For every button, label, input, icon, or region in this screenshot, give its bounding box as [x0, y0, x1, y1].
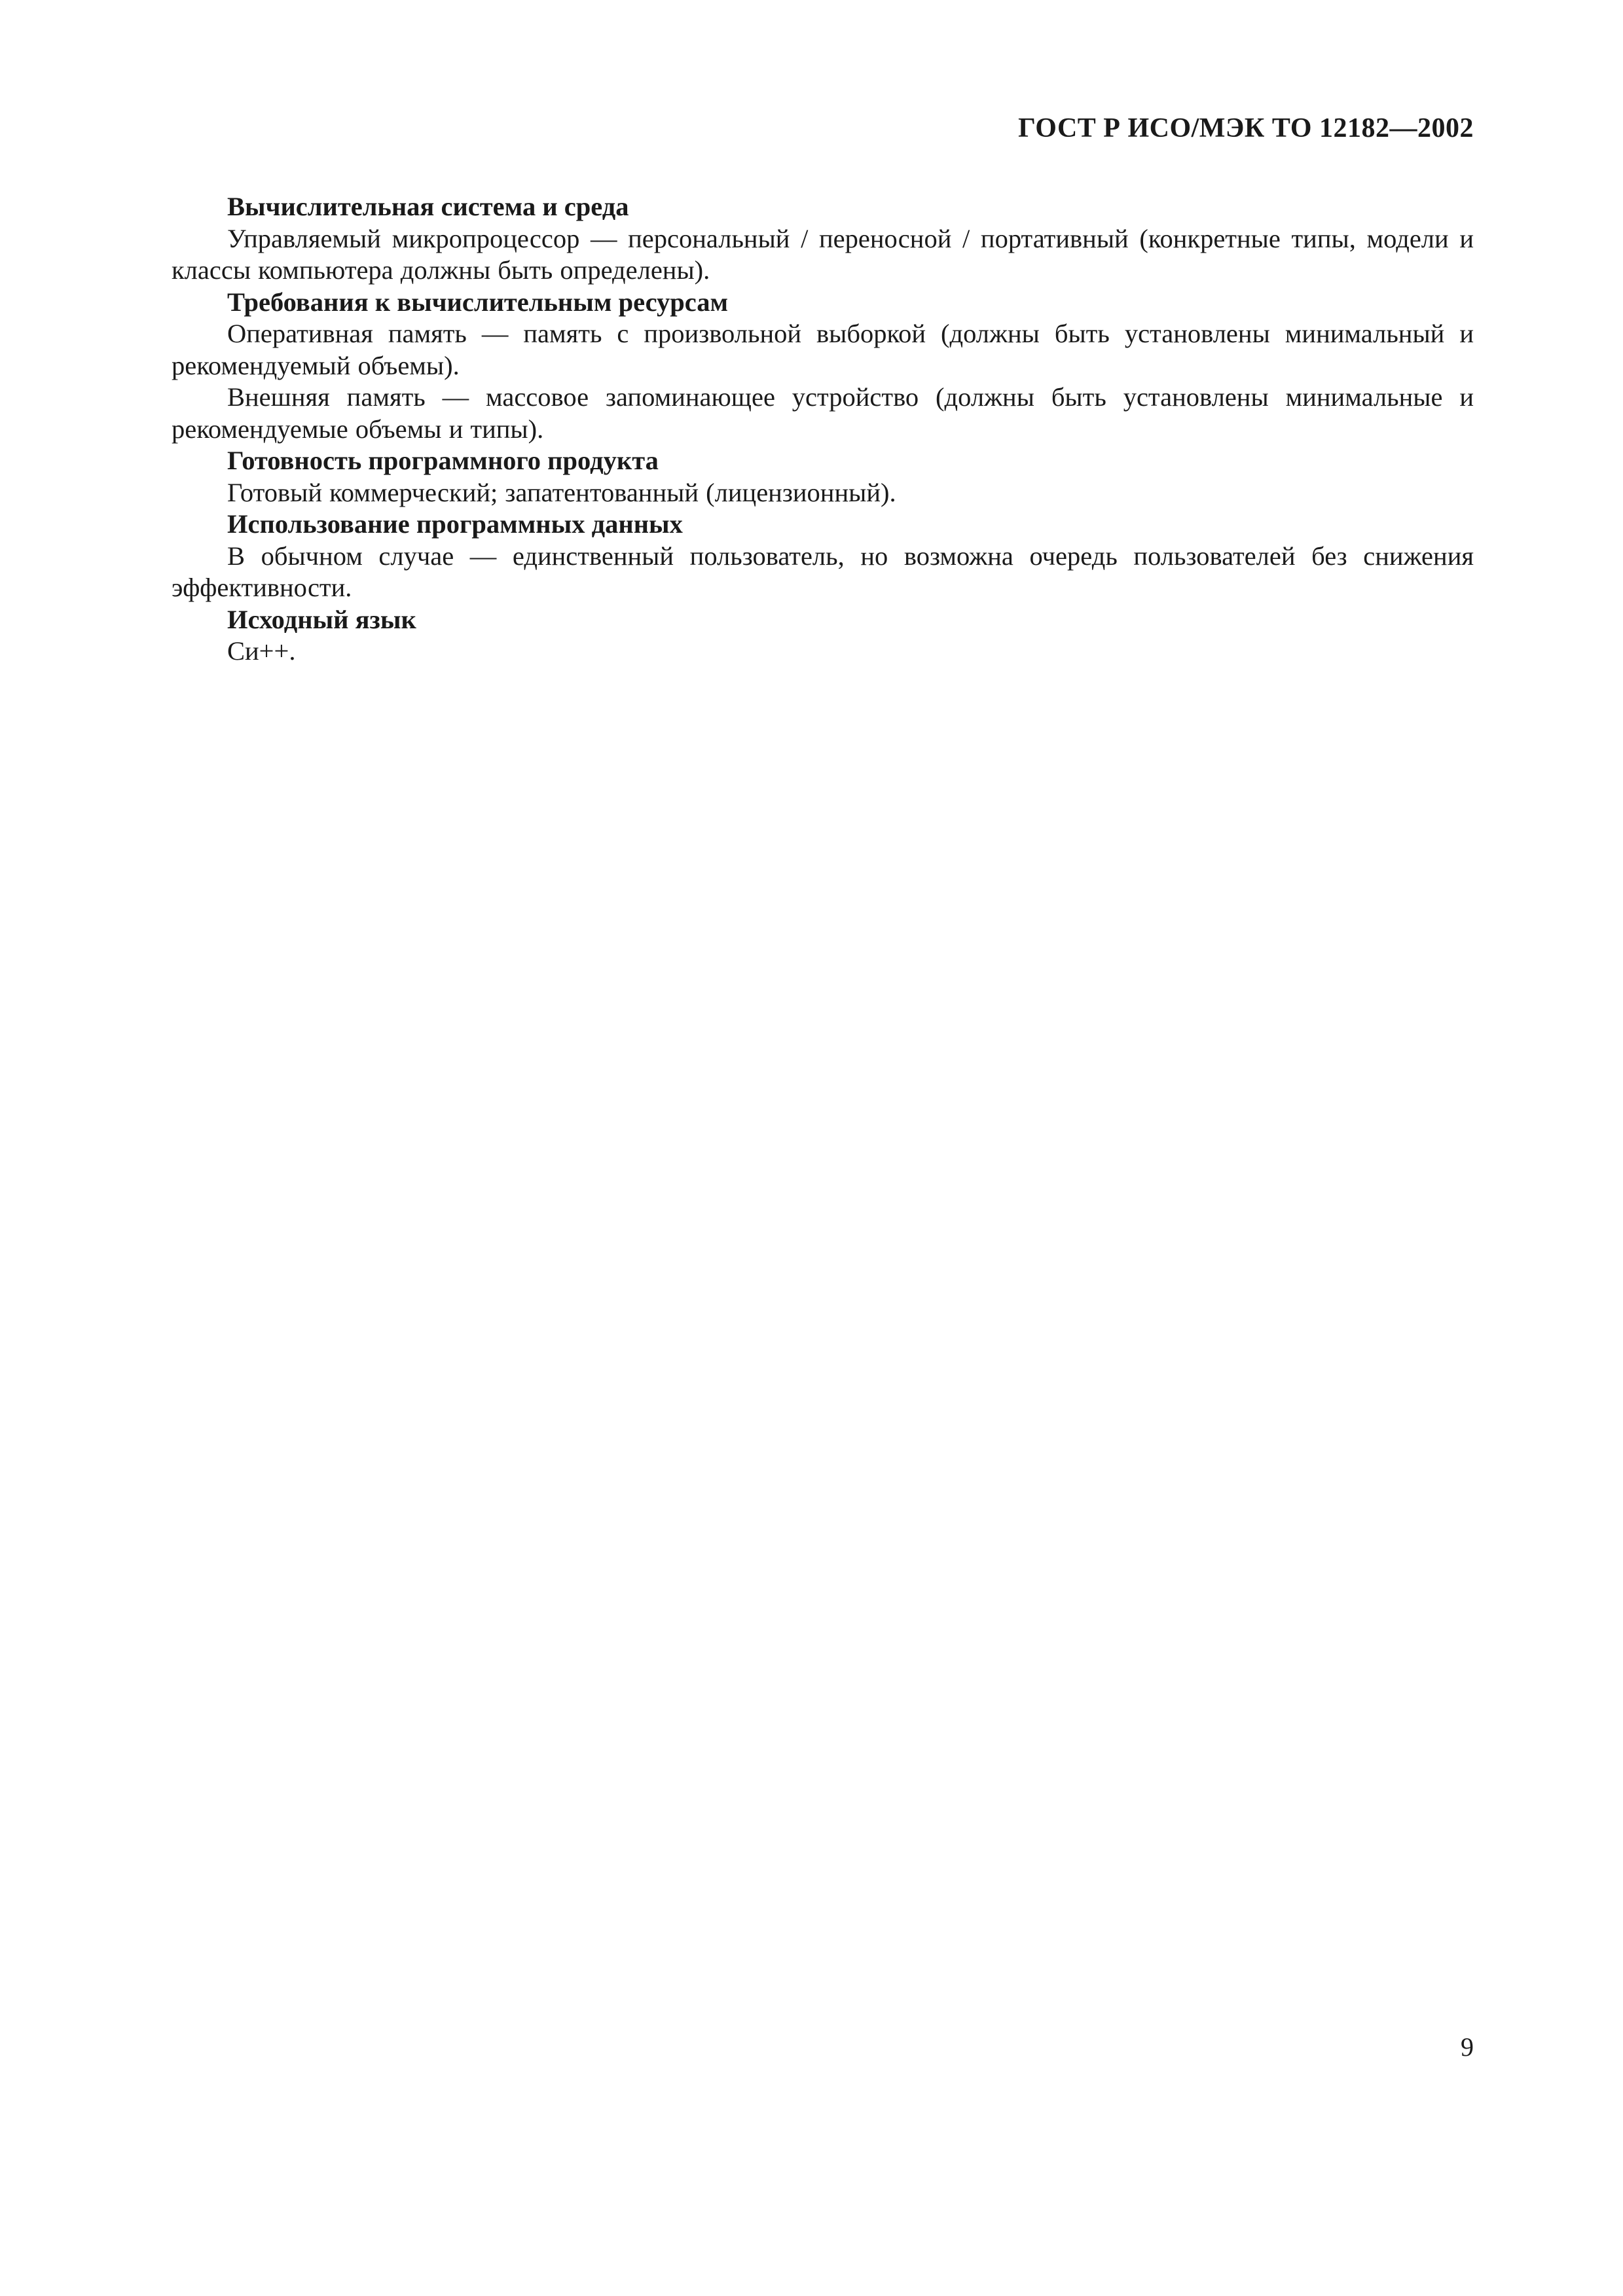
section-computing-environment — [172, 191, 1474, 287]
paragraph: Управляемый микропроцессор — персональный / переносной / портативный (конкретные типы, модели и классы компьютера должны быть определены). — [172, 223, 1474, 285]
section-heading: Требования к вычислительным ресурсам — [227, 287, 729, 317]
section-resource-requirements — [172, 287, 1474, 446]
page-number: 9 — [1461, 2032, 1474, 2062]
section-data-usage — [172, 509, 1474, 604]
section-heading: Исходный язык — [227, 604, 416, 634]
paragraph: В обычном случае — единственный пользователь, но возможна очередь пользователей без снижения эффективности. — [172, 541, 1474, 602]
section-heading: Вычислительная система и среда — [227, 192, 629, 221]
section-heading: Использование программных данных — [227, 509, 683, 539]
page-header-standard-code: ГОСТ Р ИСО/МЭК ТО 12182—2002 — [1018, 113, 1474, 143]
paragraph: Оперативная память — память с произвольной выборкой (должны быть установлены минимальный и рекомендуемый объемы). — [172, 319, 1474, 380]
document-body — [172, 191, 1474, 668]
paragraph: Си++. — [227, 636, 296, 666]
paragraph: Внешняя память — массовое запоминающее устройство (должны быть установлены минимальные и рекомендуемые объемы и типы). — [172, 382, 1474, 444]
section-source-language — [172, 604, 1474, 668]
paragraph: Готовый коммерческий; запатентованный (лицензионный). — [227, 477, 896, 507]
section-heading: Готовность программного продукта — [227, 446, 659, 475]
section-product-readiness — [172, 445, 1474, 509]
